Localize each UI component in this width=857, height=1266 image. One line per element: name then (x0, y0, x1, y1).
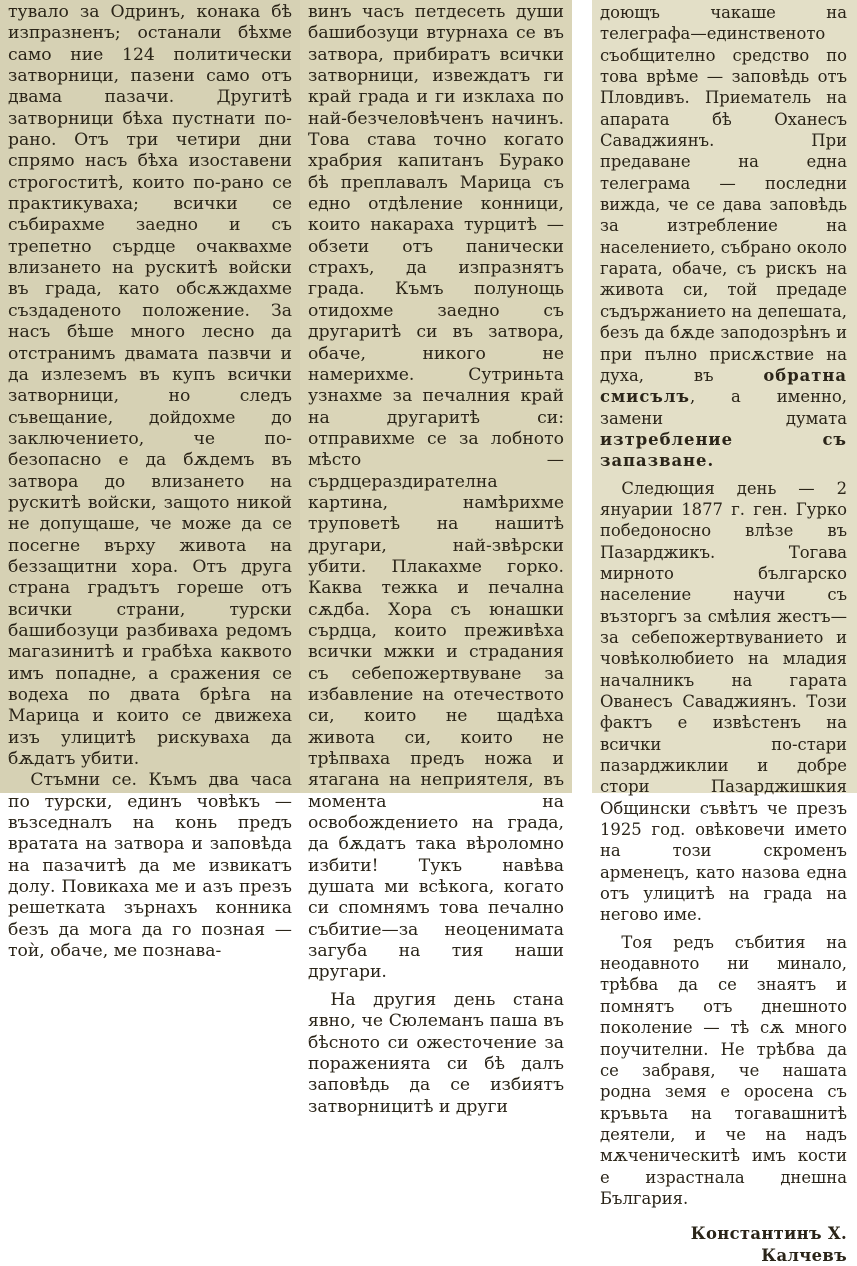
emphasis-reverse-meaning: обратна смисълъ (600, 365, 847, 407)
column-gutter (572, 0, 592, 793)
text-column-1 (0, 0, 300, 962)
column-2-paragraph-2: На другия день стана явно, че Сюлеманъ паша въ бѣсното си ожесточение за пораженията си бѣ далъ заповѣдь да се избиятъ затворницитѣ и други (308, 989, 564, 1117)
column-3-paragraph-2: Следющия день — 2 януарии 1877 г. ген. Гурко победоносно влѣзе въ Пазарджикъ. Тогава мирното българско население научи съ възторгъ за смѣлия жестъ—за себепожертвуванието и човѣколюбието на младия началникъ на гарата Ованесъ Саваджиянъ. Този фактъ е извѣстенъ на всички по-стари пазарджиклии и добре стори Пазарджишкия Общински съвѣтъ че презъ 1925 год. овѣковечи името на този скроменъ арменецъ, като назова една отъ улицитѣ на града на негово име. (600, 478, 847, 925)
column-3-paragraph-1 (600, 2, 847, 472)
author-signature: Константинъ Х. Калчевъ (690, 1224, 847, 1265)
emphasis-extermination-preservation: изтребление съ запазване. (600, 429, 847, 471)
column-3-paragraph-1-text: доющъ чакаше на телеграфа—единственото съобщително средство по това врѣме — заповѣдь отъ Пловдивъ. Приематель на апарата бѣ Оханесъ Саваджиянъ. При предаване на една телеграма — последни вижда, че се дава заповѣдь за изтребление на населението, събрано около гарата, обаче, съ рискъ на живота си, той предаде съдържанието на депешата, безъ да бѫде заподозрѣнъ и при пълно присѫствие на духа, въ (600, 3, 847, 385)
text-column-3 (592, 0, 857, 1265)
text-column-2 (300, 0, 572, 1117)
column-3-paragraph-1-middle: , а именно, замени думата (600, 387, 847, 428)
column-2-paragraph-1: винъ часъ петдесеть души башибозуци втурнаха се въ затвора, прибиратъ всички затворници, извеждатъ ги край града и ги изклаха по най-безчеловѣченъ начинъ. Това става точно когато храбрия капитанъ Бурако бѣ преплавалъ Марица съ едно отдѣление конници, които накараха турцитѣ — обзети отъ панически страхъ, да изпразнятъ града. Къмъ полунощь отидохме заедно съ другаритѣ си въ затвора, обаче, никого не намерихме. Сутриньта узнахме за печалния край на другаритѣ си: отправихме се за лобното мѣсто — сърдцераздирателна картина, намѣрихме труповетѣ на нашитѣ другари, най-звѣрски убити. Плакахме горко. Каква тежка и печална сѫдба. Хора съ юнашки сърдца, които преживѣха всички мжки и страдания съ себепожертвуване за избавление на отечеството си, които не щадѣха живота си, които не трѣпваха предъ ножа и ятагана на неприятеля, въ момента на освобождението на града, да бѫдатъ така вѣроломно избити! Тукъ навѣва душата ми всѣкога, когато си спомнямъ това печално събитие—за неоценимата загуба на тия наши другари. (308, 2, 564, 983)
column-1-paragraph-1: тувало за Одринъ, конака бѣ изпразненъ; останали бѣхме само ние 124 политически затворници, пазени само отъ двама пазачи. Другитѣ затворници бѣха пустнати по-рано. Отъ три четири дни спрямо насъ бѣха изоставени строгоститѣ, които по-рано се практикуваха; всички се събирахме заедно и съ трепетно сърдце очаквахме влизането на рускитѣ войски въ града, като обсѫждахме създаденото положение. За насъ бѣше много лесно да отстранимъ двамата пазвчи и да излеземъ въ купъ всички затворници, но следъ съвещание, дойдохме до заключението, че по-безопасно е да бѫдемъ въ затвора до влизането на рускитѣ войски, защото никой не допущаше, че може да се посегне върху живота на беззащитни хора. Отъ друга страна градътъ гореше отъ всички страни, турски башибозуци разбиваха редомъ магазинитѣ и грабѣха каквото имъ попадне, а сражения се водеха по двата брѣга на Марица и които се движеха изъ улицитѣ рискуваха да бѫдатъ убити. (8, 2, 292, 770)
column-1-paragraph-2: Стъмни се. Къмъ два часа по турски, единъ човѣкъ — възседналъ на конь предъ вратата на затвора и заповѣда на пазачитѣ да ме извикатъ долу. Повикаха ме и азъ презъ решетката зърнахъ конника безъ да мога да го позная — тоѝ, обаче, ме познава- (8, 770, 292, 962)
column-3-paragraph-3: Тоя редъ събития на неодавното ни минало, трѣбва да се знаятъ и помнятъ отъ днешното поколение — тѣ сѫ много поучителни. Не трѣбва да се забравя, че нашата родна земя е оросена съ кръвьта на тогавашнитѣ деятели, и че на надъ мѫченическитѣ имъ кости е израстнала днешна България. (600, 932, 847, 1208)
